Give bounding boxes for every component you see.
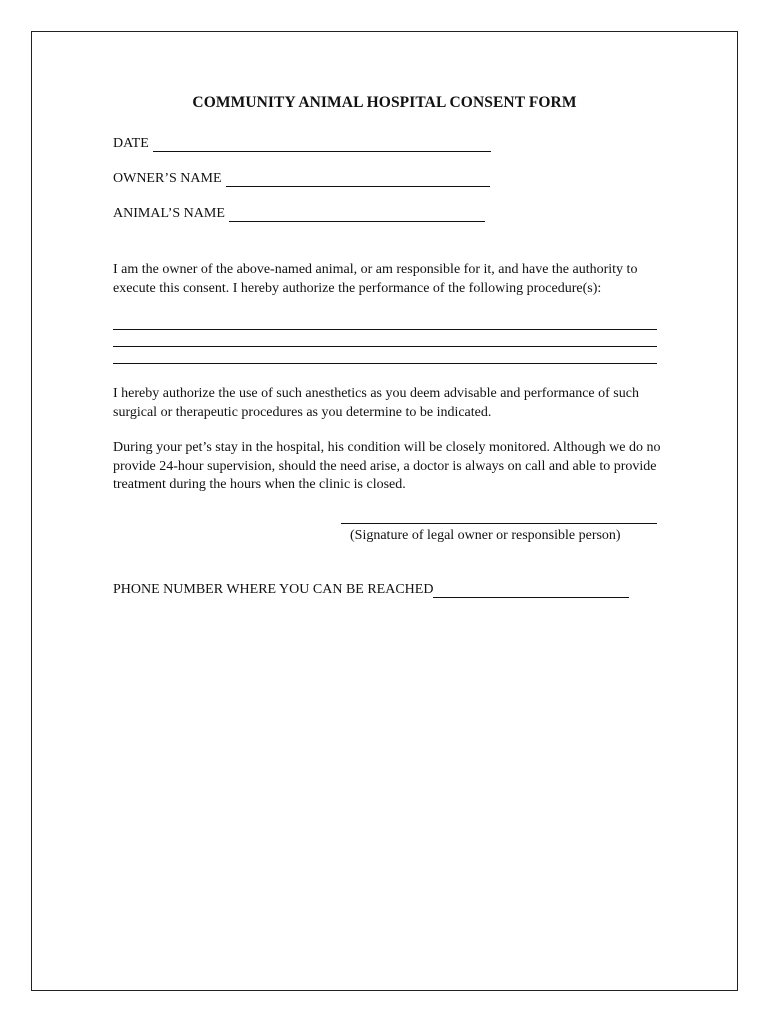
form-title: COMMUNITY ANIMAL HOSPITAL CONSENT FORM [192, 94, 577, 111]
date-label: DATE [113, 136, 149, 151]
date-field [113, 136, 491, 152]
animal-name-field [113, 206, 485, 222]
animal-name-label: ANIMAL’S NAME [113, 206, 225, 221]
consent-form-page [31, 31, 738, 991]
phone-field [113, 582, 629, 598]
owner-name-blank-line[interactable] [226, 172, 490, 187]
anesthetics-paragraph: I hereby authorize the use of such anesthetics as you deem advisable and performance of such surgical or therapeutic procedures as you determine to be indicated. [113, 386, 639, 420]
authorization-paragraph: I am the owner of the above-named animal, or am responsible for it, and have the authority to execute this consent. I hereby authorize the performance of the following procedure(s): [113, 262, 638, 296]
signature-caption: (Signature of legal owner or responsible person) [350, 528, 621, 543]
owner-name-field [113, 171, 490, 187]
animal-name-blank-line[interactable] [229, 207, 485, 222]
monitoring-paragraph: During your pet’s stay in the hospital, his condition will be closely monitored. Although we do no provide 24-hour supervision, should the need arise, a doctor is always on call and able to provide treatment during the hours when the clinic is closed. [113, 440, 661, 492]
phone-blank-line[interactable] [433, 583, 629, 598]
procedure-line-2[interactable] [113, 346, 657, 347]
phone-label: PHONE NUMBER WHERE YOU CAN BE REACHED [113, 582, 434, 597]
signature-line[interactable] [341, 523, 657, 524]
procedure-line-3[interactable] [113, 363, 657, 364]
procedure-line-1[interactable] [113, 329, 657, 330]
owner-name-label: OWNER’S NAME [113, 171, 222, 186]
date-blank-line[interactable] [153, 137, 491, 152]
